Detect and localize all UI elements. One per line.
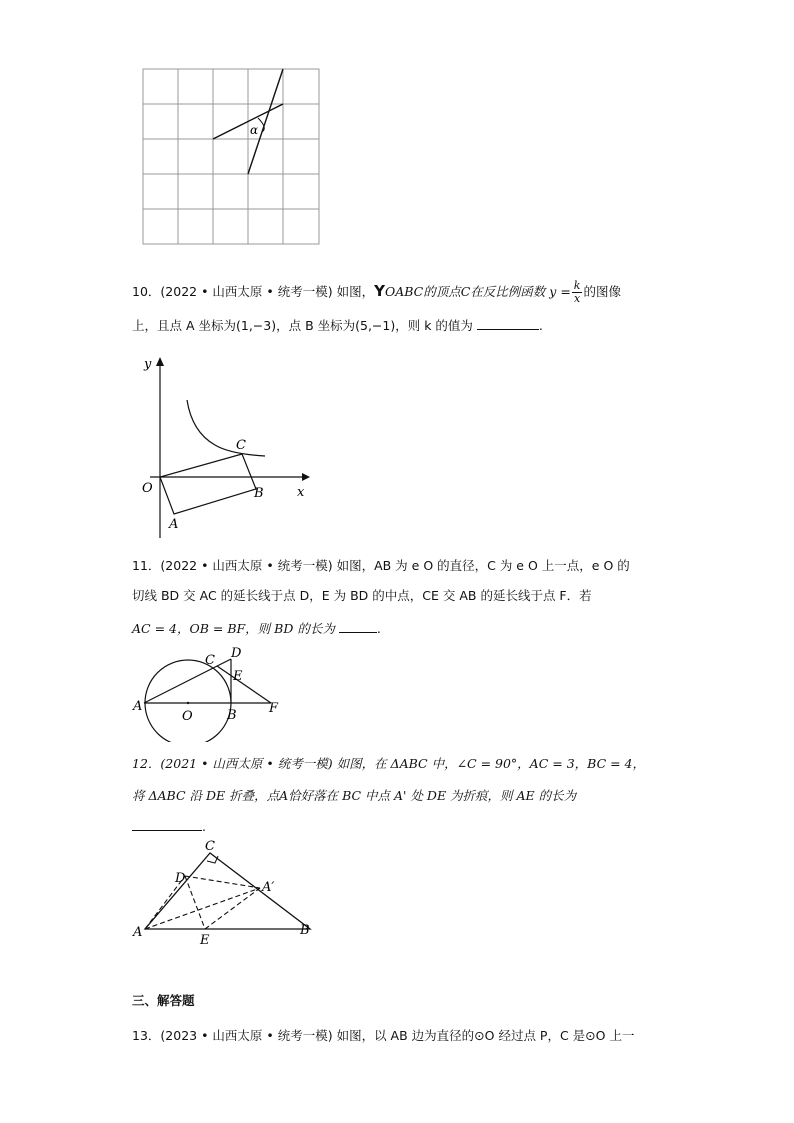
q10-line-2 bbox=[132, 317, 543, 334]
q12-line-1: 12．(2021 • 山西太原 • 统考一模) 如图，在 ΔABC 中，∠C = 90°，AC = 3，BC = 4， bbox=[132, 756, 646, 771]
grid-lines bbox=[143, 69, 319, 244]
label-A-prime: A′ bbox=[262, 880, 275, 895]
label-A: A bbox=[169, 517, 179, 532]
label-D: D bbox=[231, 646, 242, 661]
y-axis-arrow bbox=[156, 357, 164, 366]
q13-line-1: 13．(2023 • 山西太原 • 统考一模) 如图，以 AB 边为直径的⊙O 经过点 P，C 是⊙O 上一 bbox=[132, 1028, 635, 1043]
q10-line1-mid: OABC的顶点C在反比例函数 bbox=[384, 284, 546, 299]
q11-line-3 bbox=[132, 620, 381, 637]
label-A: A bbox=[133, 699, 143, 714]
label-B: B bbox=[254, 486, 264, 501]
triangle-abc bbox=[145, 853, 310, 929]
label-E: E bbox=[233, 669, 243, 684]
q9-line-2 bbox=[248, 69, 283, 174]
label-A: A bbox=[133, 925, 143, 940]
label-B: B bbox=[300, 923, 310, 938]
label-O: O bbox=[182, 709, 193, 724]
label-C: C bbox=[205, 653, 215, 668]
hyperbola-curve bbox=[187, 400, 265, 456]
q9-alpha-label: α bbox=[250, 123, 259, 137]
label-C: C bbox=[205, 839, 215, 854]
fold-dashed-lines bbox=[145, 876, 260, 929]
q12-line-3 bbox=[132, 818, 206, 835]
label-D: D bbox=[175, 871, 186, 886]
label-O: O bbox=[142, 481, 153, 496]
q10-para-symbol: Y bbox=[374, 282, 385, 300]
q12-answer-blank[interactable] bbox=[132, 818, 202, 831]
q11-figure bbox=[130, 642, 290, 742]
q11-line3-text: AC = 4，OB = BF，则 BD 的长为 bbox=[132, 621, 335, 636]
q11-answer-blank[interactable] bbox=[339, 620, 377, 633]
section-3-title: 三、解答题 bbox=[132, 993, 195, 1008]
q12-figure bbox=[130, 836, 320, 946]
q9-grid-figure bbox=[140, 66, 324, 248]
q10-line2-text: 上，且点 A 坐标为(1,−3)，点 B 坐标为(5,−1)，则 k 的值为 bbox=[132, 318, 473, 333]
q11-line-2: 切线 BD 交 AC 的延长线于点 D，E 为 BD 的中点，CE 交 AB 的延长线于点 F．若 bbox=[132, 588, 592, 603]
q10-line2-end: . bbox=[538, 318, 543, 333]
segment-ad bbox=[144, 659, 231, 703]
parallelogram-oabc bbox=[160, 454, 256, 514]
q12-line-2: 将 ΔABC 沿 DE 折叠，点A恰好落在 BC 中点 A' 处 DE 为折痕，则 AE 的长为 bbox=[132, 788, 577, 803]
q11-line-1: 11．(2022 • 山西太原 • 统考一模) 如图，AB 为 e O 的直径，C 为 e O 上一点，e O 的 bbox=[132, 558, 630, 573]
label-y: y bbox=[144, 357, 152, 372]
label-F: F bbox=[269, 701, 279, 716]
label-C: C bbox=[236, 438, 246, 453]
q10-fraction bbox=[572, 280, 583, 305]
q10-frac-den: x bbox=[574, 292, 581, 305]
x-axis-arrow bbox=[302, 473, 310, 481]
center-o-dot bbox=[187, 702, 189, 704]
q10-line1-suffix: 的图像 bbox=[583, 284, 621, 299]
q12-line3-end: . bbox=[202, 819, 206, 834]
q11-line3-end: . bbox=[376, 621, 381, 636]
circle-o bbox=[145, 660, 231, 742]
q10-func-lhs: y = bbox=[549, 284, 571, 299]
label-E: E bbox=[200, 933, 210, 946]
q10-line-1 bbox=[132, 280, 621, 305]
segment-cf bbox=[217, 666, 271, 703]
label-B: B bbox=[227, 708, 237, 723]
q10-figure bbox=[130, 352, 320, 542]
q10-line1-prefix: 10．(2022 • 山西太原 • 统考一模) 如图， bbox=[132, 284, 375, 299]
label-x: x bbox=[297, 485, 305, 500]
q10-answer-blank[interactable] bbox=[477, 317, 539, 330]
q10-frac-num: k bbox=[573, 279, 581, 292]
